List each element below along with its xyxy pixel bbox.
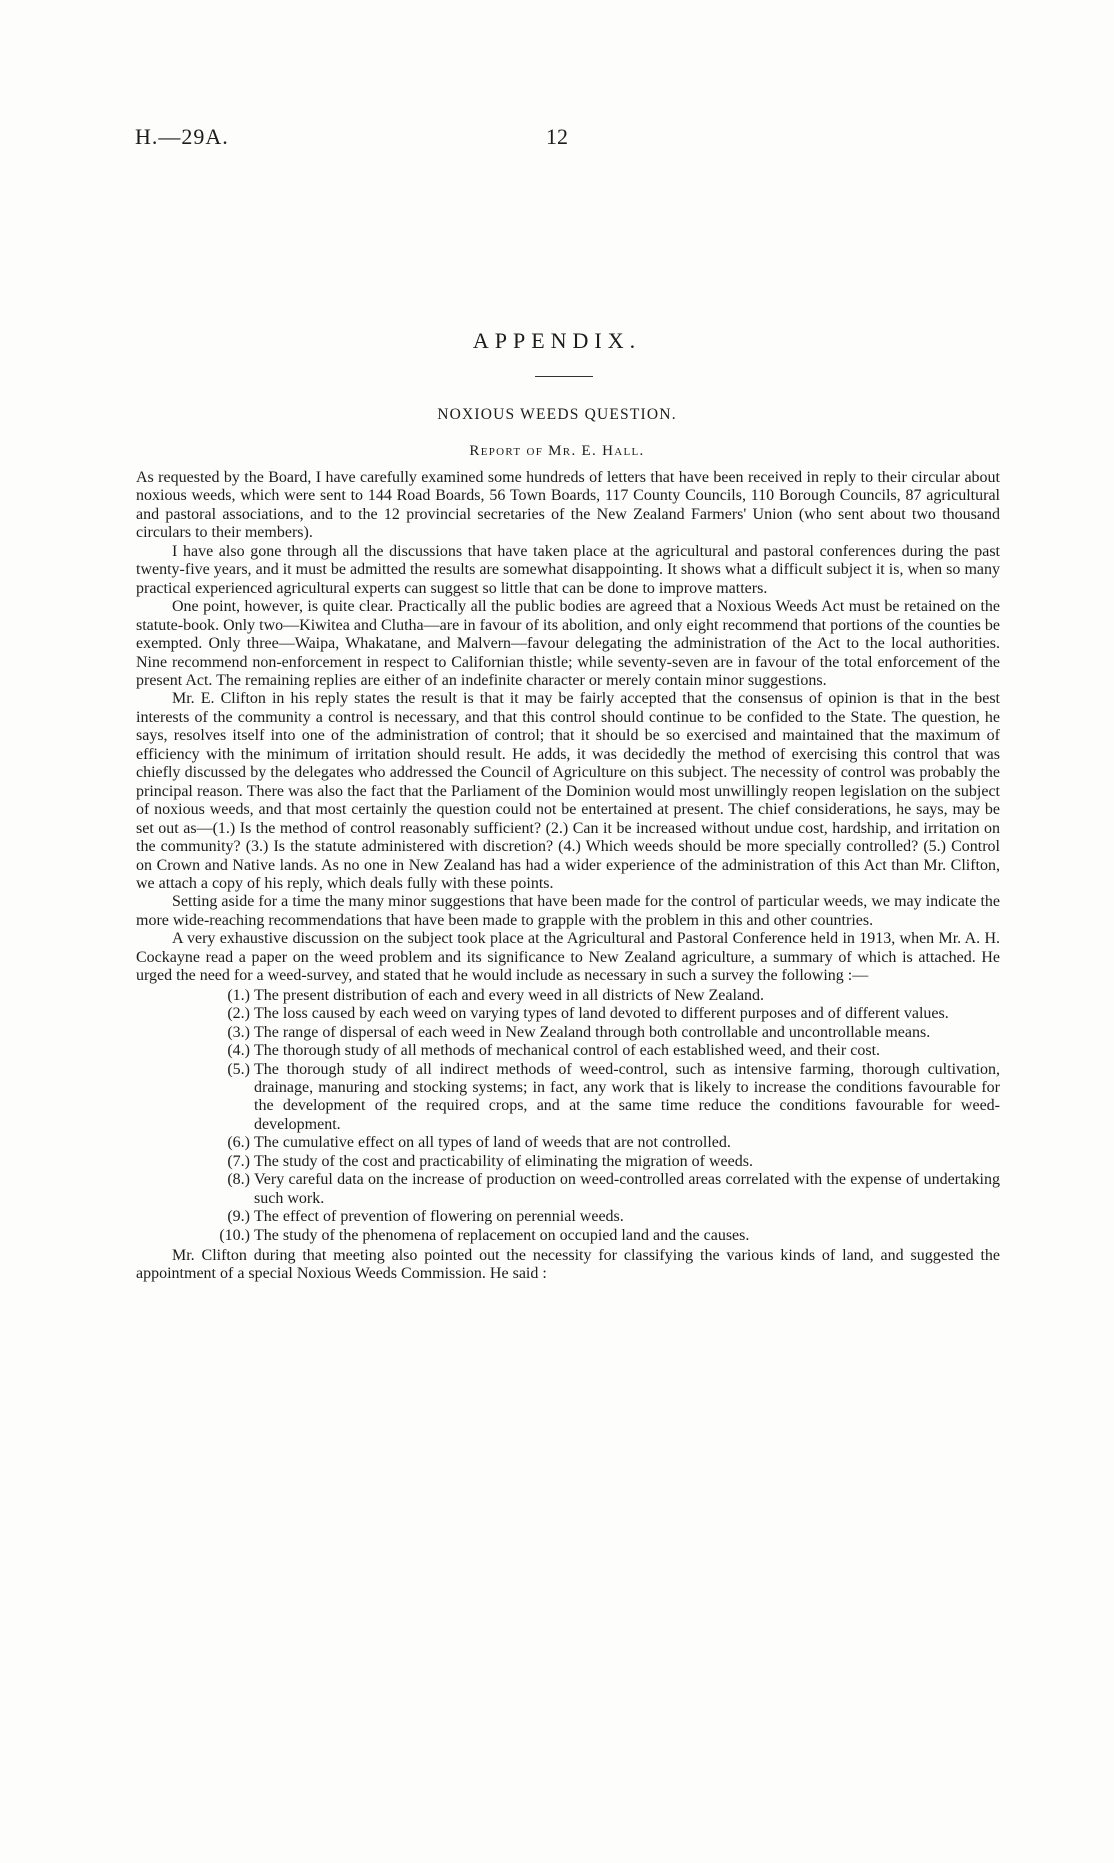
list-item [136, 1227, 1000, 1245]
list-item [136, 1208, 1000, 1226]
list-item-text: The present distribution of each and every weed in all districts of New Zealand. [254, 986, 765, 1004]
appendix-heading: APPENDIX. [472, 328, 642, 353]
list-item-text: The study of the phenomena of replacement on occupied land and the causes. [254, 1226, 750, 1244]
list-item [136, 1061, 1000, 1135]
list-item-number: (8.) [227, 1171, 250, 1189]
list-item-text: The range of dispersal of each weed in New Zealand through both controllable and uncontrollable means. [254, 1023, 931, 1041]
paragraph: As requested by the Board, I have carefully examined some hundreds of letters that have been received in reply to their circular about noxious weeds, which were sent to 144 Road Boards, 56 Town Boards, 117 County Councils, 110 Borough Councils, 87 agricultural and pastoral associations, and to the 12 provincial secretaries of the New Zealand Farmers' Union (who sent about two thousand circulars to their members). [136, 469, 1000, 542]
list-item-text: The thorough study of all methods of mechanical control of each established weed, and their cost. [254, 1042, 881, 1060]
heading-rule [535, 376, 593, 377]
list-item-number: (9.) [227, 1208, 250, 1226]
list-item [136, 1134, 1000, 1152]
list-item-number: (7.) [227, 1152, 250, 1170]
list-item [136, 987, 1000, 1005]
list-item [136, 1024, 1000, 1042]
list-item [136, 1042, 1000, 1060]
report-title: Report of Mr. E. Hall. [469, 443, 645, 459]
closing-paragraph: Mr. Clifton during that meeting also pointed out the necessity for classifying the various kinds of land, and suggested the appointment of a special Noxious Weeds Commission. He said : [136, 1247, 1000, 1283]
list-item-text: Very careful data on the increase of production on weed-controlled areas correlated with the expense of undertaking such work. [254, 1171, 1000, 1207]
list-item-number: (1.) [227, 986, 250, 1004]
weed-survey-list [136, 987, 1000, 1245]
section-subtitle: NOXIOUS WEEDS QUESTION. [437, 406, 677, 423]
list-item-number: (4.) [227, 1042, 250, 1060]
list-item-number: (5.) [227, 1060, 250, 1078]
list-item [136, 1005, 1000, 1023]
paragraph: Mr. E. Clifton in his reply states the result is that it may be fairly accepted that the consensus of opinion is that in the best interests of the community a control is necessary, and that this control should continue to be confided to the State. The question, he says, resolves itself into one of the administration of control; that it should be so exercised and maintained that the maximum of efficiency with the minimum of irritation should result. He adds, it was decidedly the method of exercising this control that was chiefly discussed by the delegates who addressed the Council of Agriculture on this subject. The necessity of control was probably the principal reason. There was also the fact that the Parliament of the Dominion would most unwillingly reopen legislation on the subject of noxious weeds, and that most certainly the question could not be entertained at present. The chief considerations, he says, may be set out as—(1.) Is the method of control reasonably sufficient? (2.) Can it be increased without undue cost, hardship, and irritation on the community? (3.) Is the statute administered with discretion? (4.) Which weeds should be more specially controlled? (5.) Control on Crown and Native lands. As no one in New Zealand has had a wider experience of the administration of this Act than Mr. Clifton, we attach a copy of his reply, which deals fully with these points. [136, 690, 1000, 892]
paragraph: I have also gone through all the discussions that have taken place at the agricultural and pastoral conferences during the past twenty-five years, and it must be admitted the results are somewhat disappointing. It shows what a difficult subject it is, when so many practical experienced agricultural experts can suggest so little that can be done to improve matters. [136, 542, 1000, 597]
list-item-number: (3.) [227, 1023, 250, 1041]
report-body [136, 469, 1000, 1284]
page-number: 12 [546, 124, 568, 149]
list-item [136, 1171, 1000, 1208]
list-item-text: The effect of prevention of flowering on perennial weeds. [254, 1208, 624, 1226]
list-item-number: (10.) [219, 1226, 250, 1244]
list-item-text: The thorough study of all indirect methods of weed-control, such as intensive farming, thorough cultivation, drainage, manuring and stocking systems; in fact, any work that is likely to increase the conditions favourable for the development of the required crops, and at the same time reduce the conditions favourable for weed-development. [254, 1060, 1000, 1133]
list-item-text: The loss caused by each weed on varying types of land devoted to different purposes and of different values. [254, 1005, 949, 1023]
list-item-text: The cumulative effect on all types of land of weeds that are not controlled. [254, 1134, 731, 1152]
list-item-text: The study of the cost and practicability of eliminating the migration of weeds. [254, 1152, 753, 1170]
page-header [135, 124, 979, 154]
paragraph: A very exhaustive discussion on the subject took place at the Agricultural and Pastoral Conference held in 1913, when Mr. A. H. Cockayne read a paper on the weed problem and its significance to New Zealand agriculture, a summary of which is attached. He urged the need for a weed-survey, and stated that he would include as necessary in such a survey the following :— [136, 930, 1000, 985]
list-item-number: (2.) [227, 1005, 250, 1023]
paper-reference: H.—29A. [135, 124, 229, 149]
paragraph: Setting aside for a time the many minor suggestions that have been made for the control of particular weeds, we may indicate the more wide-reaching recommendations that have been made to grapple with the problem in this and other countries. [136, 893, 1000, 929]
list-item [136, 1153, 1000, 1171]
paragraph: One point, however, is quite clear. Practically all the public bodies are agreed that a Noxious Weeds Act must be retained on the statute-book. Only two—Kiwitea and Clutha—are in favour of its abolition, and only eight recommend that portions of the counties be exempted. Only three—Waipa, Whakatane, and Malvern—favour delegating the administration of the Act to the local authorities. Nine recommend non-enforcement in respect to Californian thistle; while seventy-seven are in favour of the total enforcement of the present Act. The remaining replies are either of an indefinite character or merely contain minor suggestions. [136, 598, 1000, 689]
list-item-number: (6.) [227, 1134, 250, 1152]
